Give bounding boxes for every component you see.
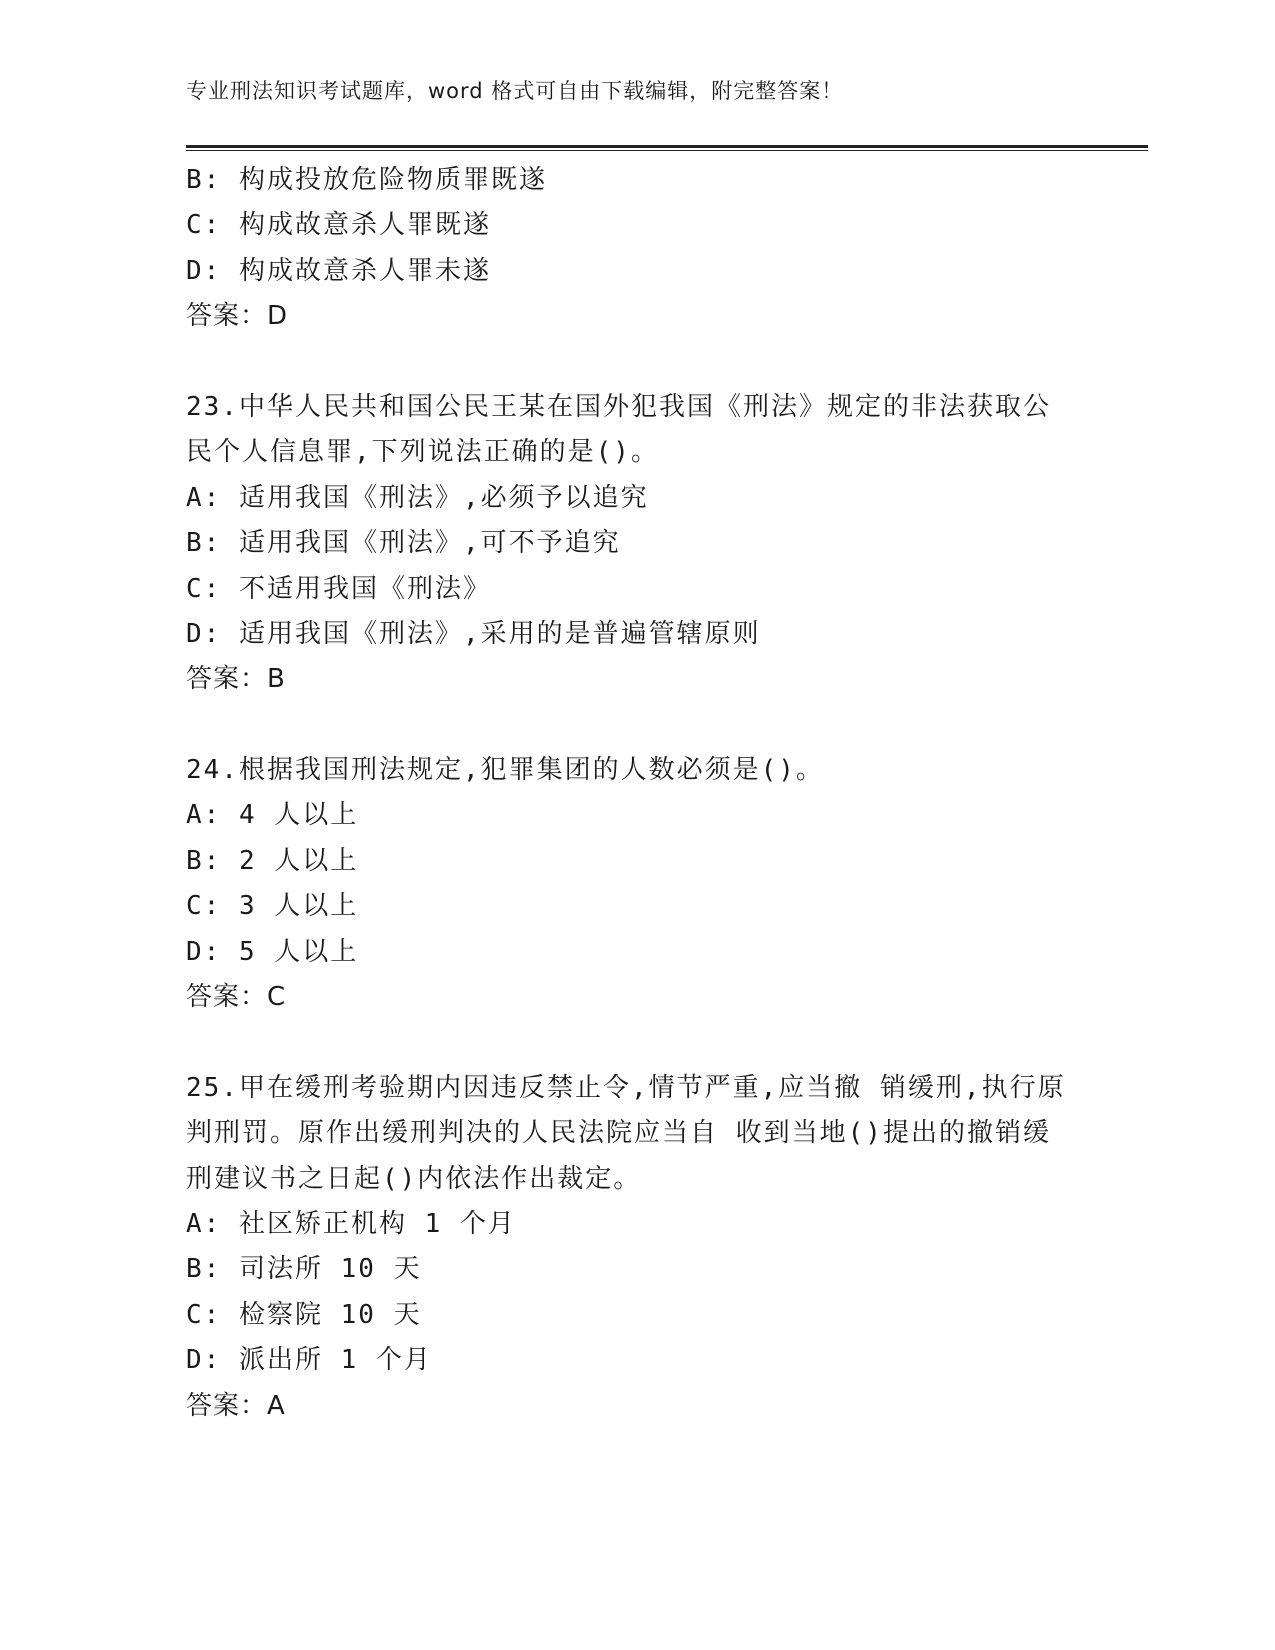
spacer — [186, 1020, 1086, 1065]
option-a: A: 适用我国《刑法》,必须予以追究 — [186, 482, 649, 513]
answer-line: 答案：B — [186, 664, 286, 695]
option-d: D: 派出所 1 个月 — [186, 1345, 432, 1376]
option-b: B: 司法所 10 天 — [186, 1254, 422, 1285]
option-a: A: 4 人以上 — [186, 800, 359, 831]
header-rule-thick — [186, 145, 1148, 148]
question-25-block — [186, 1066, 1086, 1429]
option-b: B: 构成投放危险物质罪既遂 — [186, 165, 547, 195]
option-b: B: 2 人以上 — [186, 845, 359, 876]
option-c: C: 不适用我国《刑法》 — [186, 573, 491, 604]
question-23-block — [186, 385, 1086, 703]
question-24-block — [186, 748, 1086, 1020]
question-stem: 23.中华人民共和国公民王某在国外犯我国《刑法》规定的非法获取公 — [186, 391, 1051, 422]
question-stem: 25.甲在缓刑考验期内因违反禁止令,情节严重,应当撤 销缓刑,执行原 — [186, 1072, 1066, 1103]
answer-line: 答案：D — [186, 301, 289, 332]
spacer — [186, 340, 1086, 385]
question-content — [186, 158, 1086, 1429]
prev-question-block — [186, 158, 1086, 340]
option-d: D: 适用我国《刑法》,采用的是普遍管辖原则 — [186, 618, 761, 649]
option-c: C: 构成故意杀人罪既遂 — [186, 210, 491, 241]
answer-line: 答案：C — [186, 982, 287, 1013]
page-header: 专业刑法知识考试题库，word 格式可自由下载编辑，附完整答案！ — [186, 79, 844, 103]
option-d: D: 构成故意杀人罪未遂 — [186, 255, 491, 286]
option-d: D: 5 人以上 — [186, 936, 359, 967]
option-c: C: 3 人以上 — [186, 891, 359, 922]
question-stem: 刑建议书之日起()内依法作出裁定。 — [186, 1163, 642, 1194]
option-b: B: 适用我国《刑法》,可不予追究 — [186, 528, 621, 559]
question-stem: 24.根据我国刑法规定,犯罪集团的人数必须是()。 — [186, 755, 824, 786]
header-rule-thin — [186, 150, 1148, 151]
question-stem: 判刑罚。原作出缓刑判决的人民法院应当自 收到当地()提出的撤销缓 — [186, 1118, 1051, 1149]
spacer — [186, 703, 1086, 748]
answer-line: 答案：A — [186, 1390, 286, 1421]
question-stem: 民个人信息罪,下列说法正确的是()。 — [186, 437, 659, 468]
option-a: A: 社区矫正机构 1 个月 — [186, 1208, 516, 1239]
option-c: C: 检察院 10 天 — [186, 1299, 422, 1330]
